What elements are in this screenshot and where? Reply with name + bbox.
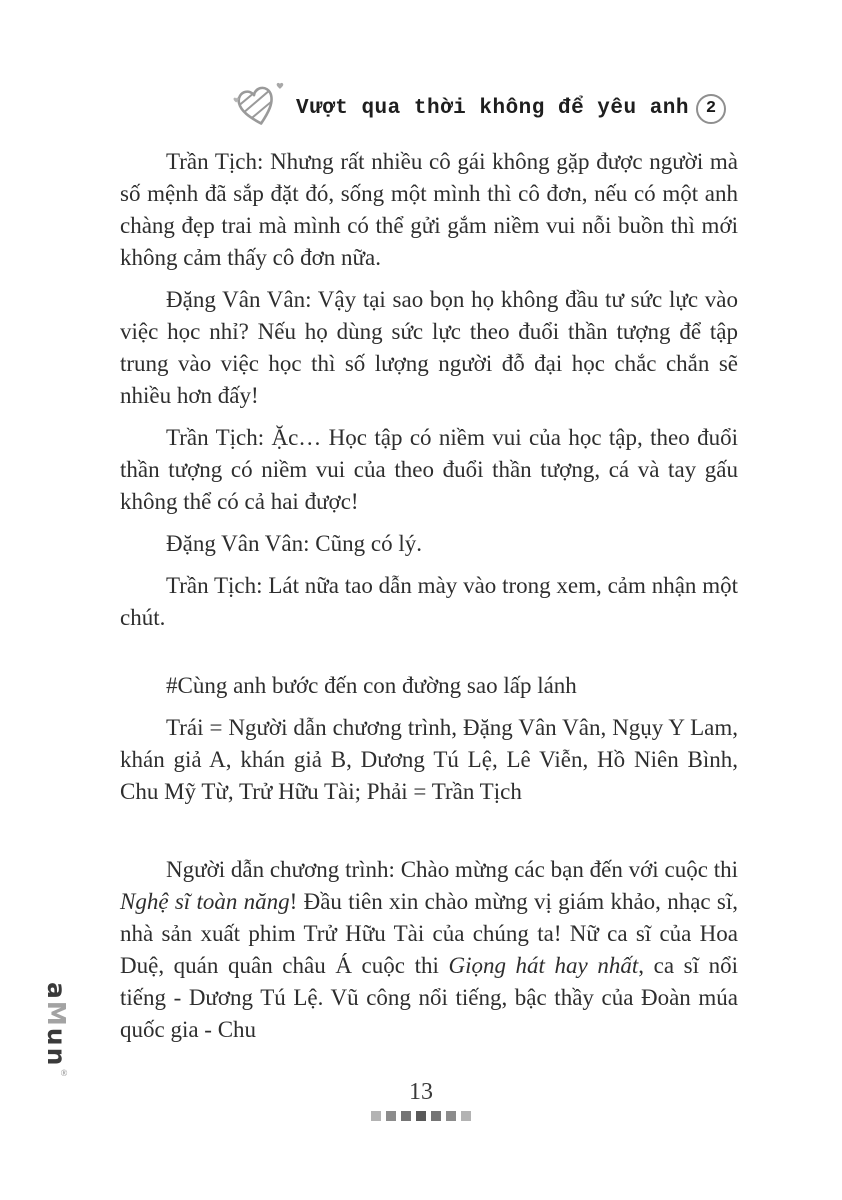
paragraph <box>120 570 738 634</box>
page-ornament <box>371 1111 471 1121</box>
ornament-square <box>401 1111 411 1121</box>
logo-letter: u <box>42 1027 71 1048</box>
paragraph <box>120 146 738 274</box>
paragraph <box>120 712 738 808</box>
ornament-square <box>416 1111 426 1121</box>
text-run: Người dẫn chương trình: Chào mừng các bạn đến với cuộc thi <box>166 857 738 882</box>
text-run: Trần Tịch: Lát nữa tao dẫn mày vào trong xem, cảm nhận một chút. <box>120 573 738 630</box>
ornament-square <box>461 1111 471 1121</box>
ornament-square <box>446 1111 456 1121</box>
text-run: Trần Tịch: Nhưng rất nhiều cô gái không gặp được người mà số mệnh đã sắp đặt đó, sống một mình thì cô đơn, nếu có một anh chàng đẹp trai mà mình có thể gửi gắm niềm vui nỗi buồn thì mới không cảm thấy cô đơn nữa. <box>120 149 738 270</box>
ornament-square <box>386 1111 396 1121</box>
book-title: Vượt qua thời không để yêu anh <box>295 97 689 120</box>
logo-letter: a <box>42 982 71 1001</box>
paragraph <box>120 422 738 518</box>
text-run: , ca sĩ nổi tiếng - Dương Tú Lệ. Vũ công nổi tiếng, bậc thầy của Đoàn múa quốc gia - Chu <box>120 953 738 1042</box>
text-run: Trần Tịch: Ặc… Học tập có niềm vui của học tập, theo đuổi thần tượng có niềm vui của theo đuổi thần tượng, cá và tay gấu không thể có cả hai được! <box>120 425 738 514</box>
text-run: Đặng Vân Vân: Cũng có lý. <box>166 531 422 556</box>
page-number: 13 <box>409 1079 433 1105</box>
publisher-logo-text <box>44 982 69 1067</box>
text-run: Đặng Vân Vân: Vậy tại sao bọn họ không đầu tư sức lực vào việc học nhỉ? Nếu họ dùng sức lực theo đuổi thần tượng để tập trung vào việc học thì số lượng người đỗ đại học chắc chắn sẽ nhiều hơn đấy! <box>120 287 738 408</box>
ornament-square <box>371 1111 381 1121</box>
paragraph <box>120 854 738 1046</box>
page-header <box>120 80 738 137</box>
sketch-hearts-icon <box>233 80 287 137</box>
paragraph <box>120 528 738 560</box>
text-run: #Cùng anh bước đến con đường sao lấp lánh <box>166 673 577 698</box>
logo-letter: M <box>42 1000 71 1028</box>
ornament-square <box>431 1111 441 1121</box>
text-run: Trái = Người dẫn chương trình, Đặng Vân Vân, Ngụy Y Lam, khán giả A, khán giả B, Dương Tú Lệ, Lê Viễn, Hồ Niên Bình, Chu Mỹ Từ, Trử Hữu Tài; Phải = Trần Tịch <box>120 715 738 804</box>
logo-letter: n <box>42 1047 71 1068</box>
italic-text-run: Nghệ sĩ toàn năng <box>120 889 290 914</box>
paragraph <box>120 670 738 702</box>
text-block <box>120 146 738 1056</box>
publisher-logo <box>44 982 69 1078</box>
italic-text-run: Giọng hát hay nhất <box>448 953 639 978</box>
volume-badge: 2 <box>696 94 726 124</box>
paragraph <box>120 284 738 412</box>
registered-trademark-mark: ® <box>59 1068 69 1079</box>
text-run: ! Đầu tiên xin chào mừng vị giám khảo, nhạc sĩ, nhà sản xuất phim Trử Hữu Tài của chúng ta! Nữ ca sĩ của Hoa Duệ, quán quân châu Á cuộc thi <box>120 889 739 978</box>
